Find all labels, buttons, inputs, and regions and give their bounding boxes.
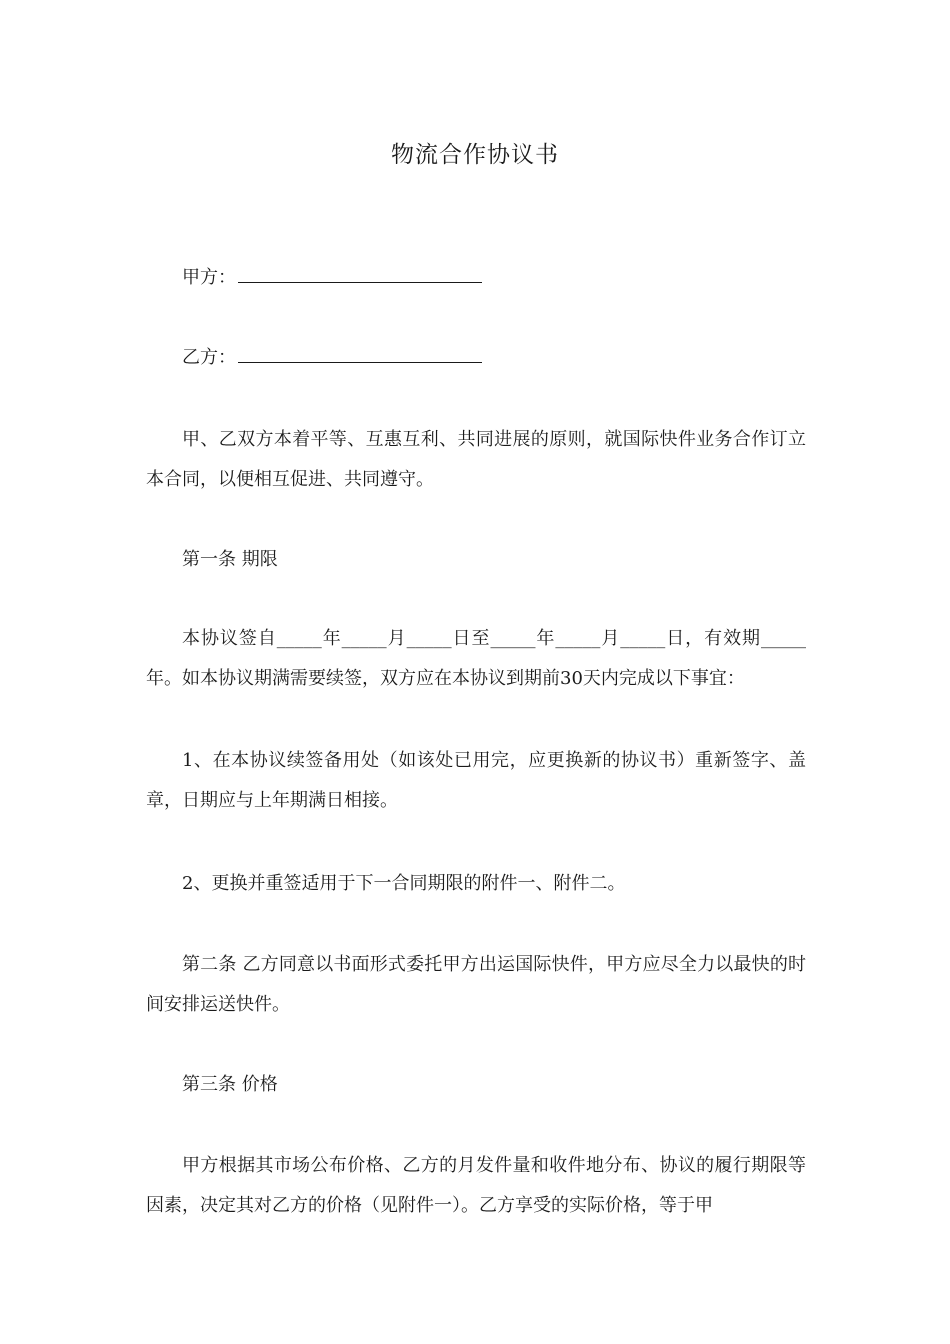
article2-paragraph: 第二条 乙方同意以书面形式委托甲方出运国际快件，甲方应尽全力以最快的时间安排运送快件。 xyxy=(146,954,806,1015)
intro-paragraph: 甲、乙双方本着平等、互惠互利、共同进展的原则，就国际快件业务合作订立本合同，以便相互促进、共同遵守。 xyxy=(146,429,806,490)
article1-heading: 第一条 期限 xyxy=(182,549,278,570)
article3-paragraph: 甲方根据其市场公布价格、乙方的月发件量和收件地分布、协议的履行期限等因素，决定其对乙方的价格（见附件一）。乙方享受的实际价格，等于甲 xyxy=(146,1155,806,1216)
article1-paragraph: 本协议签自_____年_____月_____日至_____年_____月_____日，有效期_____年。如本协议期满需要续签，双方应在本协议到期前30天内完成以下事宜： xyxy=(146,628,806,689)
party-b-line xyxy=(182,338,482,378)
party-a-blank xyxy=(238,262,482,283)
article3-heading: 第三条 价格 xyxy=(182,1074,278,1095)
document-title: 物流合作协议书 xyxy=(391,142,559,168)
party-a-line xyxy=(182,258,482,298)
party-a-label: 甲方： xyxy=(182,267,236,288)
party-b-label: 乙方： xyxy=(182,347,236,368)
item1-paragraph: 1、在本协议续签备用处（如该处已用完，应更换新的协议书）重新签字、盖章，日期应与上年期满日相接。 xyxy=(146,750,806,811)
party-b-blank xyxy=(238,342,482,363)
item2-paragraph: 2、更换并重签适用于下一合同期限的附件一、附件二。 xyxy=(182,873,626,894)
